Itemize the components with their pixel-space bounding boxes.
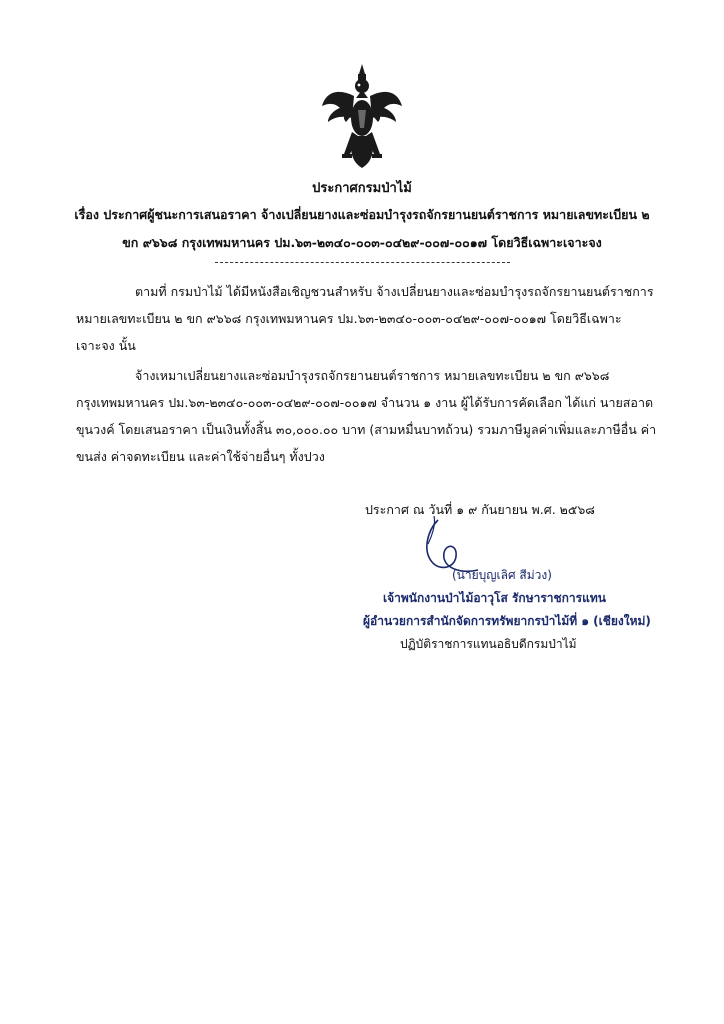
agency-title: ประกาศกรมป่าไม้: [312, 181, 412, 196]
signer-position-1: เจ้าพนักงานป่าไม้อาวุโส รักษาราชการแทน: [383, 591, 606, 605]
para2-line-4: ขนส่ง ค่าจดทะเบียน และค่าใช้จ่ายอื่นๆ ทั้งปวง: [76, 449, 325, 464]
para2-line-1: จ้างเหมาเปลี่ยนยางและซ่อมบำรุงรถจักรยานยนต์ราชการ หมายเลขทะเบียน ๒ ขก ๙๖๖๘: [135, 368, 610, 383]
subject-line-2: ขก ๙๖๖๘ กรุงเทพมหานคร ปม.๖๓-๒๓๔๐-๐๐๓-๐๔๒๙-๐๐๗-๐๐๑๗ โดยวิธีเฉพาะเจาะจง: [122, 235, 602, 250]
announcement-date: ประกาศ ณ วันที่ ๑ ๙ กันยายน พ.ศ. ๒๕๖๘: [365, 502, 595, 517]
signer-position-2: ผู้อำนวยการสำนักจัดการทรัพยากรป่าไม้ที่ ๑ (เชียงใหม่): [363, 614, 651, 628]
signer-name: (นายบุญเลิศ สีม่วง): [452, 568, 552, 582]
para1-line-2: หมายเลขทะเบียน ๒ ขก ๙๖๖๘ กรุงเทพมหานคร ปม.๖๓-๒๓๔๐-๐๐๓-๐๔๒๙-๐๐๗-๐๐๑๗ โดยวิธีเฉพาะ: [76, 311, 622, 326]
para2-line-2: กรุงเทพมหานคร ปม.๖๓-๒๓๔๐-๐๐๓-๐๔๒๙-๐๐๗-๐๐๑๗ จำนวน ๑ งาน ผู้ได้รับการคัดเลือก ได้แก่ นายสอาด: [76, 395, 654, 410]
divider: [215, 262, 510, 263]
signer-position-3: ปฏิบัติราชการแทนอธิบดีกรมป่าไม้: [400, 637, 577, 651]
para2-line-3: ขุนวงค์ โดยเสนอราคา เป็นเงินทั้งสิ้น ๓๐,๐๐๐.๐๐ บาท (สามหมื่นบาทถ้วน) รวมภาษีมูลค่าเพิ่มและภาษีอื่น ค่า: [76, 422, 657, 437]
garuda-emblem-icon: [318, 62, 406, 170]
para1-line-1: ตามที่ กรมป่าไม้ ได้มีหนังสือเชิญชวนสำหรับ จ้างเปลี่ยนยางและซ่อมบำรุงรถจักรยานยนต์ราชการ: [135, 284, 654, 299]
subject-line-1: เรื่อง ประกาศผู้ชนะการเสนอราคา จ้างเปลี่ยนยางและซ่อมบำรุงรถจักรยานยนต์ราชการ หมายเลขทะเบียน ๒: [74, 207, 650, 222]
para1-line-3: เจาะจง นั้น: [76, 338, 136, 353]
